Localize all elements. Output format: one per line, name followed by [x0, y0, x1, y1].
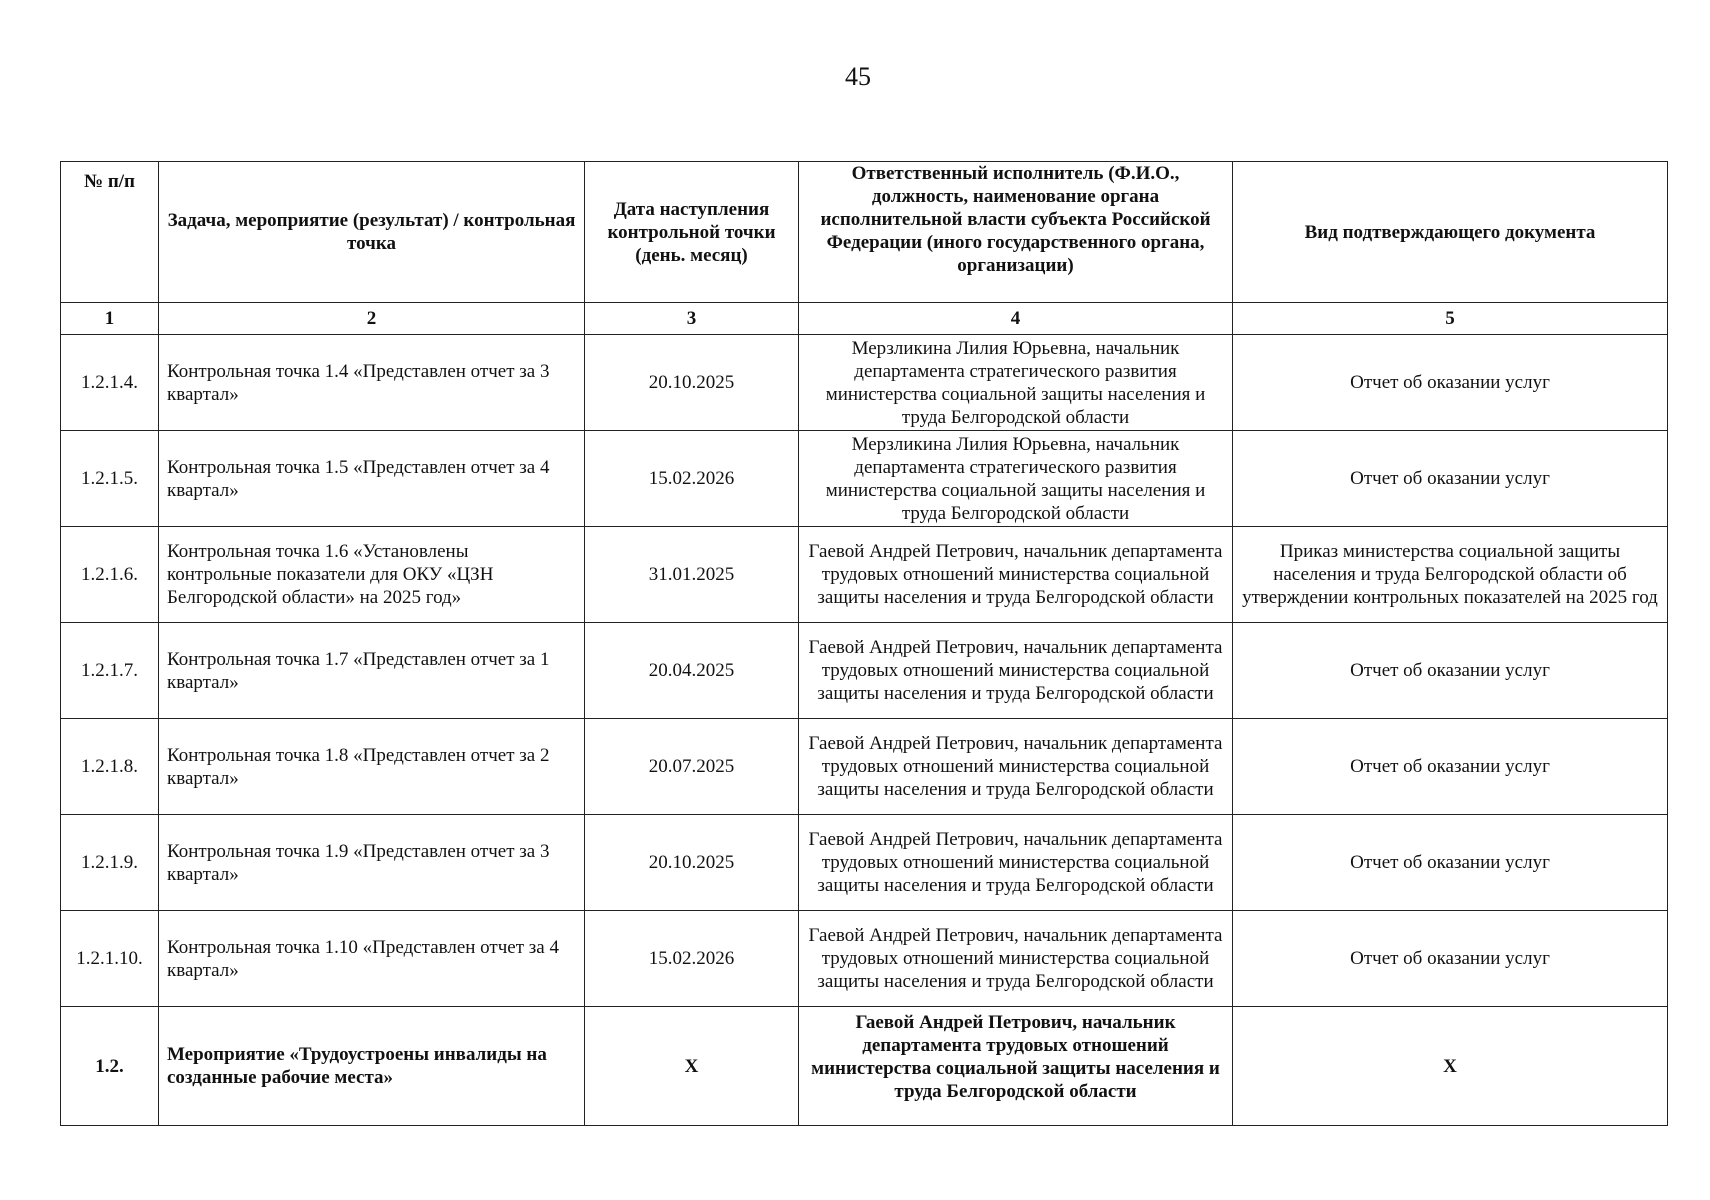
table-row — [61, 335, 1668, 431]
row-date: 20.10.2025 — [585, 335, 799, 431]
header-num: № п/п — [61, 162, 159, 303]
row-number: 1.2.1.10. — [61, 911, 159, 1007]
control-points-table — [60, 161, 1668, 1126]
row-date: X — [585, 1007, 799, 1126]
column-number: 4 — [799, 303, 1233, 335]
row-task: Контрольная точка 1.4 «Представлен отчет за 3 квартал» — [159, 335, 585, 431]
row-responsible: Гаевой Андрей Петрович, начальник департамента трудовых отношений министерства социальной защиты населения и труда Белгородской области — [799, 623, 1233, 719]
table-row — [61, 1007, 1668, 1126]
row-responsible: Мерзликина Лилия Юрьевна, начальник департамента стратегического развития министерства социальной защиты населения и труда Белгородской области — [799, 431, 1233, 527]
row-task: Контрольная точка 1.8 «Представлен отчет за 2 квартал» — [159, 719, 585, 815]
row-date: 20.07.2025 — [585, 719, 799, 815]
page-number: 45 — [845, 62, 871, 91]
row-responsible: Гаевой Андрей Петрович, начальник департамента трудовых отношений министерства социальной защиты населения и труда Белгородской области — [799, 815, 1233, 911]
row-responsible: Гаевой Андрей Петрович, начальник департамента трудовых отношений министерства социальной защиты населения и труда Белгородской области — [799, 719, 1233, 815]
row-number: 1.2.1.9. — [61, 815, 159, 911]
row-number: 1.2.1.4. — [61, 335, 159, 431]
row-date: 20.04.2025 — [585, 623, 799, 719]
row-date: 15.02.2026 — [585, 431, 799, 527]
column-number: 3 — [585, 303, 799, 335]
table-row — [61, 431, 1668, 527]
row-responsible: Гаевой Андрей Петрович, начальник департамента трудовых отношений министерства социальной защиты населения и труда Белгородской области — [799, 1007, 1233, 1126]
row-document: Отчет об оказании услуг — [1233, 719, 1668, 815]
row-date: 15.02.2026 — [585, 911, 799, 1007]
row-document: Отчет об оказании услуг — [1233, 335, 1668, 431]
row-task: Контрольная точка 1.5 «Представлен отчет за 4 квартал» — [159, 431, 585, 527]
column-number: 1 — [61, 303, 159, 335]
table-row — [61, 527, 1668, 623]
row-number: 1.2. — [61, 1007, 159, 1126]
table-row — [61, 719, 1668, 815]
table-header-row — [61, 162, 1668, 303]
table-row — [61, 815, 1668, 911]
row-responsible: Гаевой Андрей Петрович, начальник департамента трудовых отношений министерства социальной защиты населения и труда Белгородской области — [799, 911, 1233, 1007]
row-document: Отчет об оказании услуг — [1233, 911, 1668, 1007]
header-task: Задача, мероприятие (результат) / контрольная точка — [159, 162, 585, 303]
row-document: Приказ министерства социальной защиты населения и труда Белгородской области об утверждении контрольных показателей на 2025 год — [1233, 527, 1668, 623]
row-responsible: Гаевой Андрей Петрович, начальник департамента трудовых отношений министерства социальной защиты населения и труда Белгородской области — [799, 527, 1233, 623]
table-row — [61, 623, 1668, 719]
row-document: X — [1233, 1007, 1668, 1126]
row-task: Мероприятие «Трудоустроены инвалиды на созданные рабочие места» — [159, 1007, 585, 1126]
row-number: 1.2.1.5. — [61, 431, 159, 527]
row-task: Контрольная точка 1.10 «Представлен отчет за 4 квартал» — [159, 911, 585, 1007]
row-document: Отчет об оказании услуг — [1233, 431, 1668, 527]
row-date: 20.10.2025 — [585, 815, 799, 911]
row-responsible: Мерзликина Лилия Юрьевна, начальник департамента стратегического развития министерства социальной защиты населения и труда Белгородской области — [799, 335, 1233, 431]
row-task: Контрольная точка 1.6 «Установлены контрольные показатели для ОКУ «ЦЗН Белгородской области» на 2025 год» — [159, 527, 585, 623]
row-document: Отчет об оказании услуг — [1233, 623, 1668, 719]
header-document: Вид подтверждающего документа — [1233, 162, 1668, 303]
row-task: Контрольная точка 1.7 «Представлен отчет за 1 квартал» — [159, 623, 585, 719]
header-date: Дата наступления контрольной точки (день. месяц) — [585, 162, 799, 303]
header-responsible: Ответственный исполнитель (Ф.И.О., должность, наименование органа исполнительной власти субъекта Российской Федерации (иного государственного органа, организации) — [799, 162, 1233, 303]
column-number: 5 — [1233, 303, 1668, 335]
row-document: Отчет об оказании услуг — [1233, 815, 1668, 911]
column-number: 2 — [159, 303, 585, 335]
table-row — [61, 911, 1668, 1007]
column-number-row — [61, 303, 1668, 335]
row-date: 31.01.2025 — [585, 527, 799, 623]
row-number: 1.2.1.8. — [61, 719, 159, 815]
row-number: 1.2.1.7. — [61, 623, 159, 719]
row-number: 1.2.1.6. — [61, 527, 159, 623]
row-task: Контрольная точка 1.9 «Представлен отчет за 3 квартал» — [159, 815, 585, 911]
